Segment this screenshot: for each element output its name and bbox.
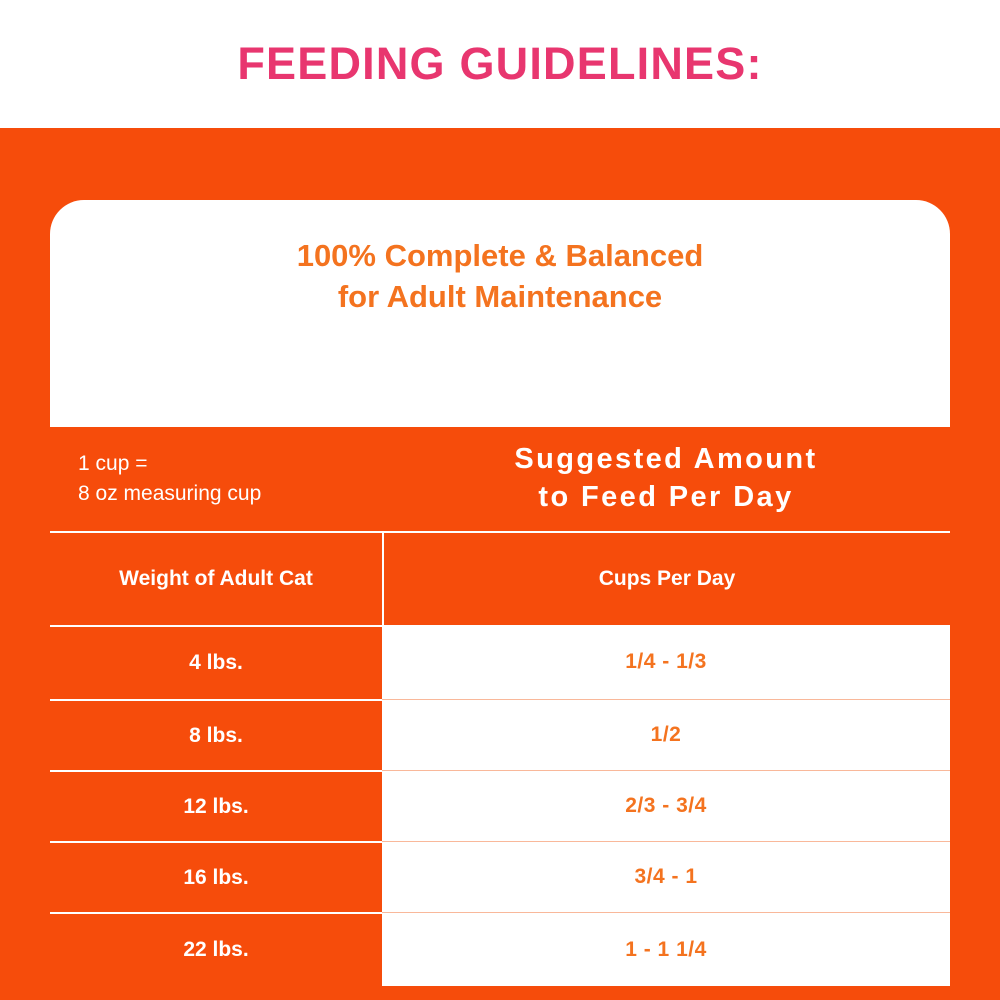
- table-row: [50, 625, 950, 699]
- orange-background: [0, 128, 1000, 1000]
- cell-weight: 22 lbs.: [50, 912, 382, 986]
- cell-weight: 4 lbs.: [50, 625, 382, 699]
- cup-note-cell: [50, 427, 382, 531]
- table-row: [50, 841, 950, 912]
- card-heading-line1: 100% Complete & Balanced: [296, 238, 704, 273]
- card-heading-line2: for Adult Maintenance: [337, 278, 663, 314]
- cell-cups: 1/4 - 1/3: [382, 625, 950, 699]
- feeding-table: [50, 427, 950, 986]
- cell-weight: 16 lbs.: [50, 841, 382, 912]
- cell-weight: 8 lbs.: [50, 699, 382, 770]
- table-row: [50, 699, 950, 770]
- header-band: [0, 0, 1000, 128]
- table-header-row-primary: [50, 427, 950, 531]
- column-header-cups: Cups Per Day: [382, 531, 950, 625]
- cell-cups: 1/2: [382, 699, 950, 770]
- table-row: [50, 770, 950, 841]
- page-title: FEEDING GUIDELINES:: [237, 38, 763, 89]
- table-row: [50, 912, 950, 986]
- column-header-weight: Weight of Adult Cat: [50, 531, 382, 625]
- cell-weight: 12 lbs.: [50, 770, 382, 841]
- suggested-line2: to Feed Per Day: [538, 481, 794, 513]
- cup-note-line2: 8 oz measuring cup: [78, 482, 262, 505]
- table-header-row-secondary: [50, 531, 950, 625]
- cup-note-line1: 1 cup =: [78, 451, 148, 475]
- suggested-line1: Suggested Amount: [514, 443, 818, 476]
- suggested-amount-cell: [382, 427, 950, 531]
- cell-cups: 1 - 1 1/4: [382, 912, 950, 986]
- cell-cups: 2/3 - 3/4: [382, 770, 950, 841]
- card-heading: [50, 200, 950, 318]
- guidelines-card: [50, 200, 950, 961]
- cell-cups: 3/4 - 1: [382, 841, 950, 912]
